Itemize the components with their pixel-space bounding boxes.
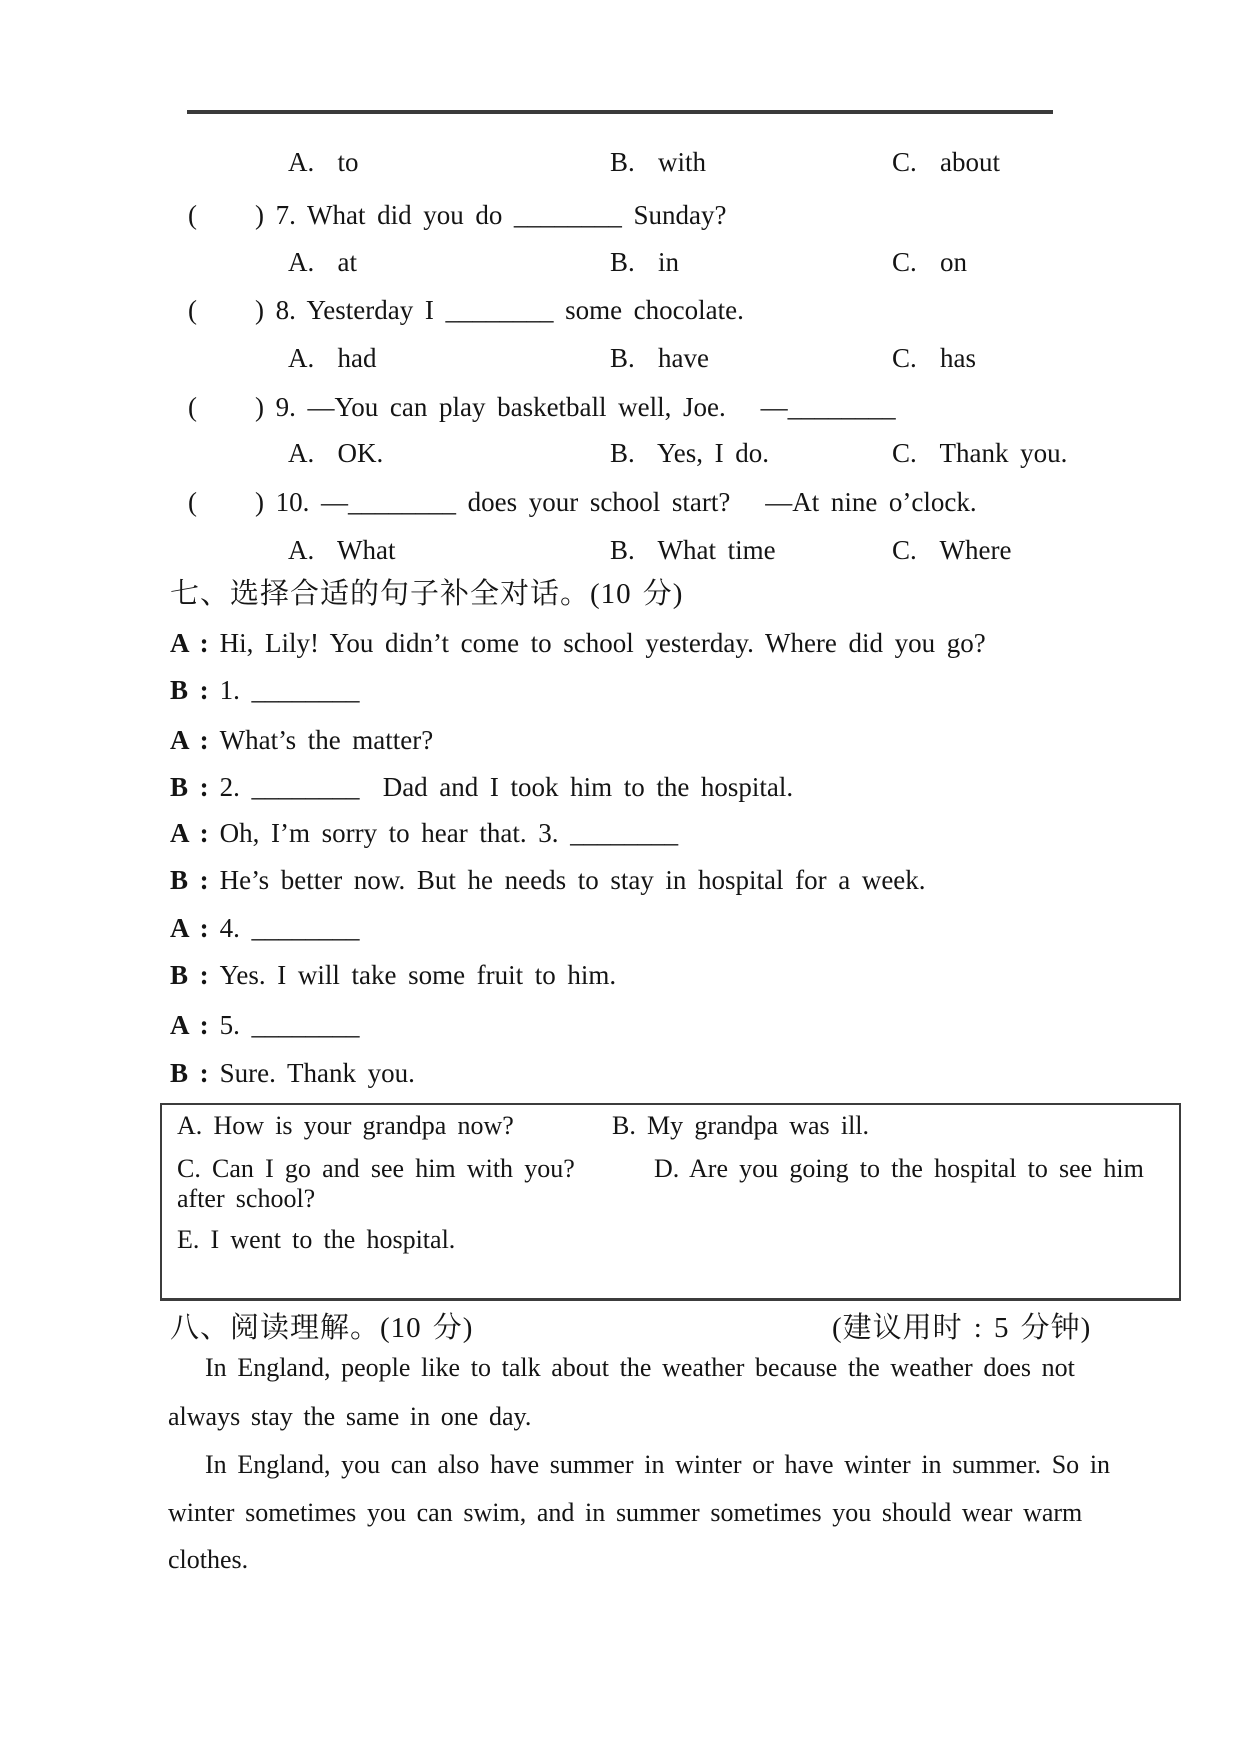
- header-rule-line: [187, 110, 1053, 114]
- dialogue-blank-1: 1. ________: [219, 675, 360, 705]
- option-c: C. on: [892, 247, 967, 277]
- option-a: A. What: [288, 535, 396, 565]
- option-b: B. have: [610, 343, 709, 373]
- dialogue-blank-3: Oh, I’m sorry to hear that. 3. ________: [219, 818, 679, 848]
- dialogue-text: Sure. Thank you.: [219, 1058, 415, 1088]
- question-7-stem: ( ) 7. What did you do ________ Sunday?: [188, 200, 727, 230]
- option-b: B. with: [610, 147, 706, 177]
- question-7-options: [0, 242, 1241, 282]
- box-option-b: B. My grandpa was ill.: [612, 1111, 870, 1140]
- question-8-options: [0, 338, 1241, 378]
- question-6-options: [0, 142, 1241, 182]
- box-option-a: A. How is your grandpa now?: [177, 1111, 514, 1140]
- passage-line-1: In England, people like to talk about the weather because the weather does not: [205, 1353, 1075, 1382]
- dialogue-blank-5: 5. ________: [219, 1010, 360, 1040]
- option-c: C. Where: [892, 535, 1012, 565]
- dialogue-line-10: [170, 1053, 1170, 1093]
- passage-line-5: clothes.: [168, 1545, 249, 1574]
- option-b: B. What time: [610, 535, 776, 565]
- dialogue-text: What’s the matter?: [219, 725, 434, 755]
- dialogue-line-9: [170, 1005, 1170, 1045]
- dialogue-line-8: [170, 955, 1170, 995]
- dialogue-text: Yes. I will take some fruit to him.: [219, 960, 617, 990]
- box-option-c: C. Can I go and see him with you?: [177, 1154, 575, 1183]
- dialogue-blank-4: 4. ________: [219, 913, 360, 943]
- dialogue-line-3: [170, 720, 1170, 760]
- answer-options-box: [160, 1103, 1181, 1301]
- question-8-stem: ( ) 8. Yesterday I ________ some chocolate.: [188, 295, 744, 325]
- section-8-heading-row: [170, 1308, 1170, 1348]
- dialogue-text: Hi, Lily! You didn’t come to school yesterday. Where did you go?: [219, 628, 986, 658]
- section-7-heading: 七、选择合适的句子补全对话。(10 分): [170, 578, 684, 610]
- question-9-stem: ( ) 9. —You can play basketball well, Joe. —________: [188, 392, 896, 422]
- question-10-stem: ( ) 10. —________ does your school start? —At nine o’clock.: [188, 487, 977, 517]
- speaker-label: A :: [170, 725, 209, 755]
- speaker-label: B :: [170, 960, 209, 990]
- box-option-d-wrap: after school?: [177, 1184, 316, 1213]
- option-b: B. Yes, I do.: [610, 438, 769, 468]
- dialogue-line-6: [170, 860, 1170, 900]
- speaker-label: A :: [170, 818, 209, 848]
- passage-line-2: always stay the same in one day.: [168, 1402, 532, 1431]
- option-c: C. Thank you.: [892, 438, 1068, 468]
- time-suggestion: (建议用时 : 5 分钟): [832, 1312, 1092, 1344]
- option-a: A. had: [288, 343, 377, 373]
- speaker-label: B :: [170, 675, 209, 705]
- passage-line-4: winter sometimes you can swim, and in summer sometimes you should wear warm: [168, 1498, 1083, 1527]
- section-8-heading: 八、阅读理解。(10 分): [170, 1312, 474, 1344]
- dialogue-line-7: [170, 908, 1170, 948]
- speaker-label: A :: [170, 1010, 209, 1040]
- speaker-label: B :: [170, 1058, 209, 1088]
- option-c: C. has: [892, 343, 976, 373]
- speaker-label: A :: [170, 628, 209, 658]
- dialogue-line-1: [170, 623, 1170, 663]
- option-b: B. in: [610, 247, 679, 277]
- dialogue-text: He’s better now. But he needs to stay in hospital for a week.: [219, 865, 926, 895]
- question-10-options: [0, 530, 1241, 570]
- speaker-label: B :: [170, 865, 209, 895]
- passage-line-3: In England, you can also have summer in winter or have winter in summer. So in: [205, 1450, 1111, 1479]
- box-option-d: D. Are you going to the hospital to see him: [654, 1154, 1144, 1183]
- dialogue-line-5: [170, 813, 1170, 853]
- option-a: A. at: [288, 247, 357, 277]
- speaker-label: B :: [170, 772, 209, 802]
- speaker-label: A :: [170, 913, 209, 943]
- box-option-e: E. I went to the hospital.: [177, 1225, 456, 1254]
- option-a: A. to: [288, 147, 359, 177]
- option-c: C. about: [892, 147, 1000, 177]
- dialogue-line-2: [170, 670, 1170, 710]
- question-9-options: [0, 433, 1241, 473]
- option-a: A. OK.: [288, 438, 384, 468]
- dialogue-line-4: [170, 767, 1170, 807]
- dialogue-blank-2: 2. ________ Dad and I took him to the hospital.: [219, 772, 794, 802]
